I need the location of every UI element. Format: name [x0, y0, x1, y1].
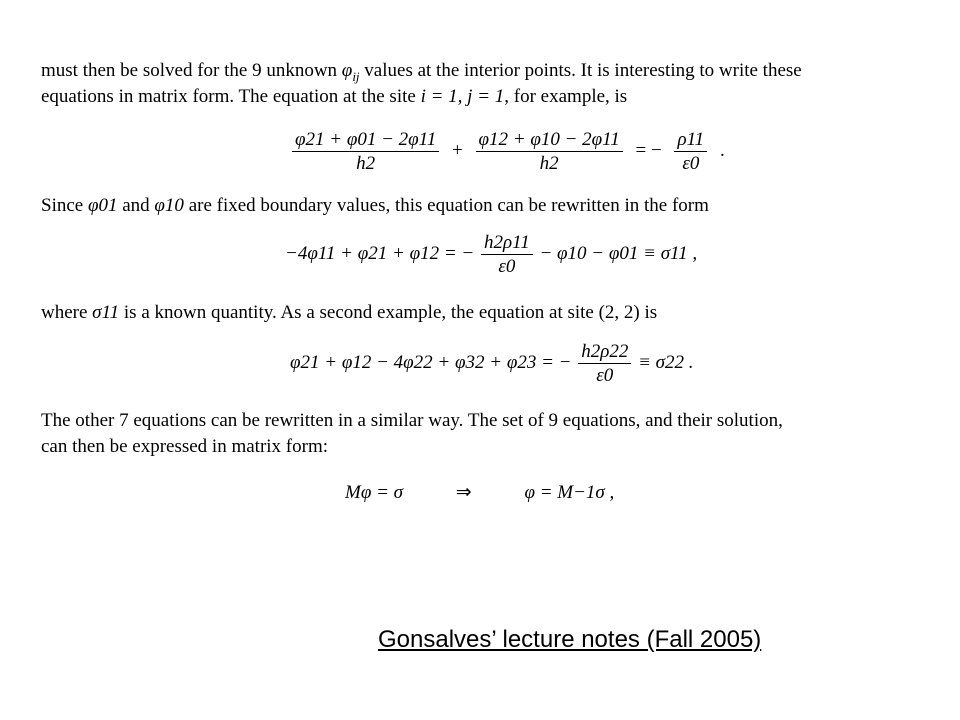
eq1-period: . — [719, 139, 725, 161]
phi01-symbol: φ01 — [87, 195, 118, 216]
phi-ij-subscript: ij — [352, 68, 360, 84]
eq4-left: Mφ = σ — [345, 482, 404, 503]
boundary-text-pre: Since — [41, 195, 88, 216]
eq1-fraction-1 — [292, 130, 439, 173]
eq1-fraction-3 — [674, 130, 707, 173]
equation-site-1-1 — [290, 130, 731, 173]
eq3-lhs: φ21 + φ12 − 4φ22 + φ32 + φ23 = − — [290, 351, 572, 373]
eq2-frac-denominator: ε0 — [498, 256, 516, 277]
eq1-frac2-numerator: φ12 + φ10 − 2φ11 — [476, 130, 623, 152]
eq1-fraction-2 — [476, 130, 623, 173]
eq3-frac-denominator: ε0 — [596, 365, 614, 386]
eq2-frac-numerator: h2ρ11 — [481, 233, 533, 255]
eq3-frac-numerator: h2ρ22 — [578, 342, 631, 364]
paragraph-second-example — [41, 300, 946, 326]
paragraph-matrix-form — [41, 408, 946, 460]
second-example-text-post: is a known quantity. As a second example, the equation at site (2, 2) is — [119, 302, 658, 323]
paragraph-boundary — [41, 193, 946, 219]
phi-ij-symbol: φ — [341, 60, 353, 81]
eq2-lhs: −4φ11 + φ21 + φ12 = − — [285, 242, 475, 264]
equation-matrix — [345, 483, 614, 502]
sigma11-symbol: σ11 — [92, 302, 120, 323]
paragraph-intro — [41, 58, 946, 110]
eq3-fraction — [578, 342, 631, 385]
matrix-form-line1: The other 7 equations can be rewritten in a similar way. The set of 9 equations, and their solution, — [41, 410, 783, 431]
phi10-symbol: φ10 — [154, 195, 184, 216]
eq1-equals: = − — [635, 139, 662, 161]
intro-line1-pre: must then be solved for the 9 unknown — [41, 60, 342, 81]
boundary-and: and — [117, 195, 155, 216]
eq1-plus: + — [452, 139, 463, 161]
second-example-text-pre: where — [41, 302, 93, 323]
boundary-text-post: are fixed boundary values, this equation can be rewritten in the form — [183, 195, 709, 216]
eq1-frac1-numerator: φ21 + φ01 − 2φ11 — [292, 130, 439, 152]
eq2-fraction — [481, 233, 533, 276]
intro-line1-post: values at the interior points. It is interesting to write these — [359, 60, 802, 81]
site-indices: i = 1, j = 1 — [420, 86, 505, 107]
equation-site-2-2 — [290, 342, 694, 385]
intro-line2-pre: equations in matrix form. The equation at the site — [41, 86, 421, 107]
equation-rewritten — [285, 233, 697, 276]
eq1-frac3-denominator: ε0 — [682, 153, 700, 174]
implies-arrow-icon: ⇒ — [455, 482, 472, 503]
matrix-form-line2: can then be expressed in matrix form: — [41, 436, 329, 457]
eq1-frac1-denominator: h2 — [356, 153, 376, 174]
eq4-right: φ = M−1σ , — [524, 482, 615, 503]
eq1-frac3-numerator: ρ11 — [674, 130, 707, 152]
eq1-frac2-denominator: h2 — [539, 153, 559, 174]
intro-line2-post: , for example, is — [504, 86, 628, 107]
lecture-notes-citation[interactable]: Gonsalves’ lecture notes (Fall 2005) — [378, 626, 762, 653]
eq2-rhs: − φ10 − φ01 ≡ σ11 , — [539, 242, 698, 264]
eq3-rhs: ≡ σ22 . — [638, 351, 694, 373]
